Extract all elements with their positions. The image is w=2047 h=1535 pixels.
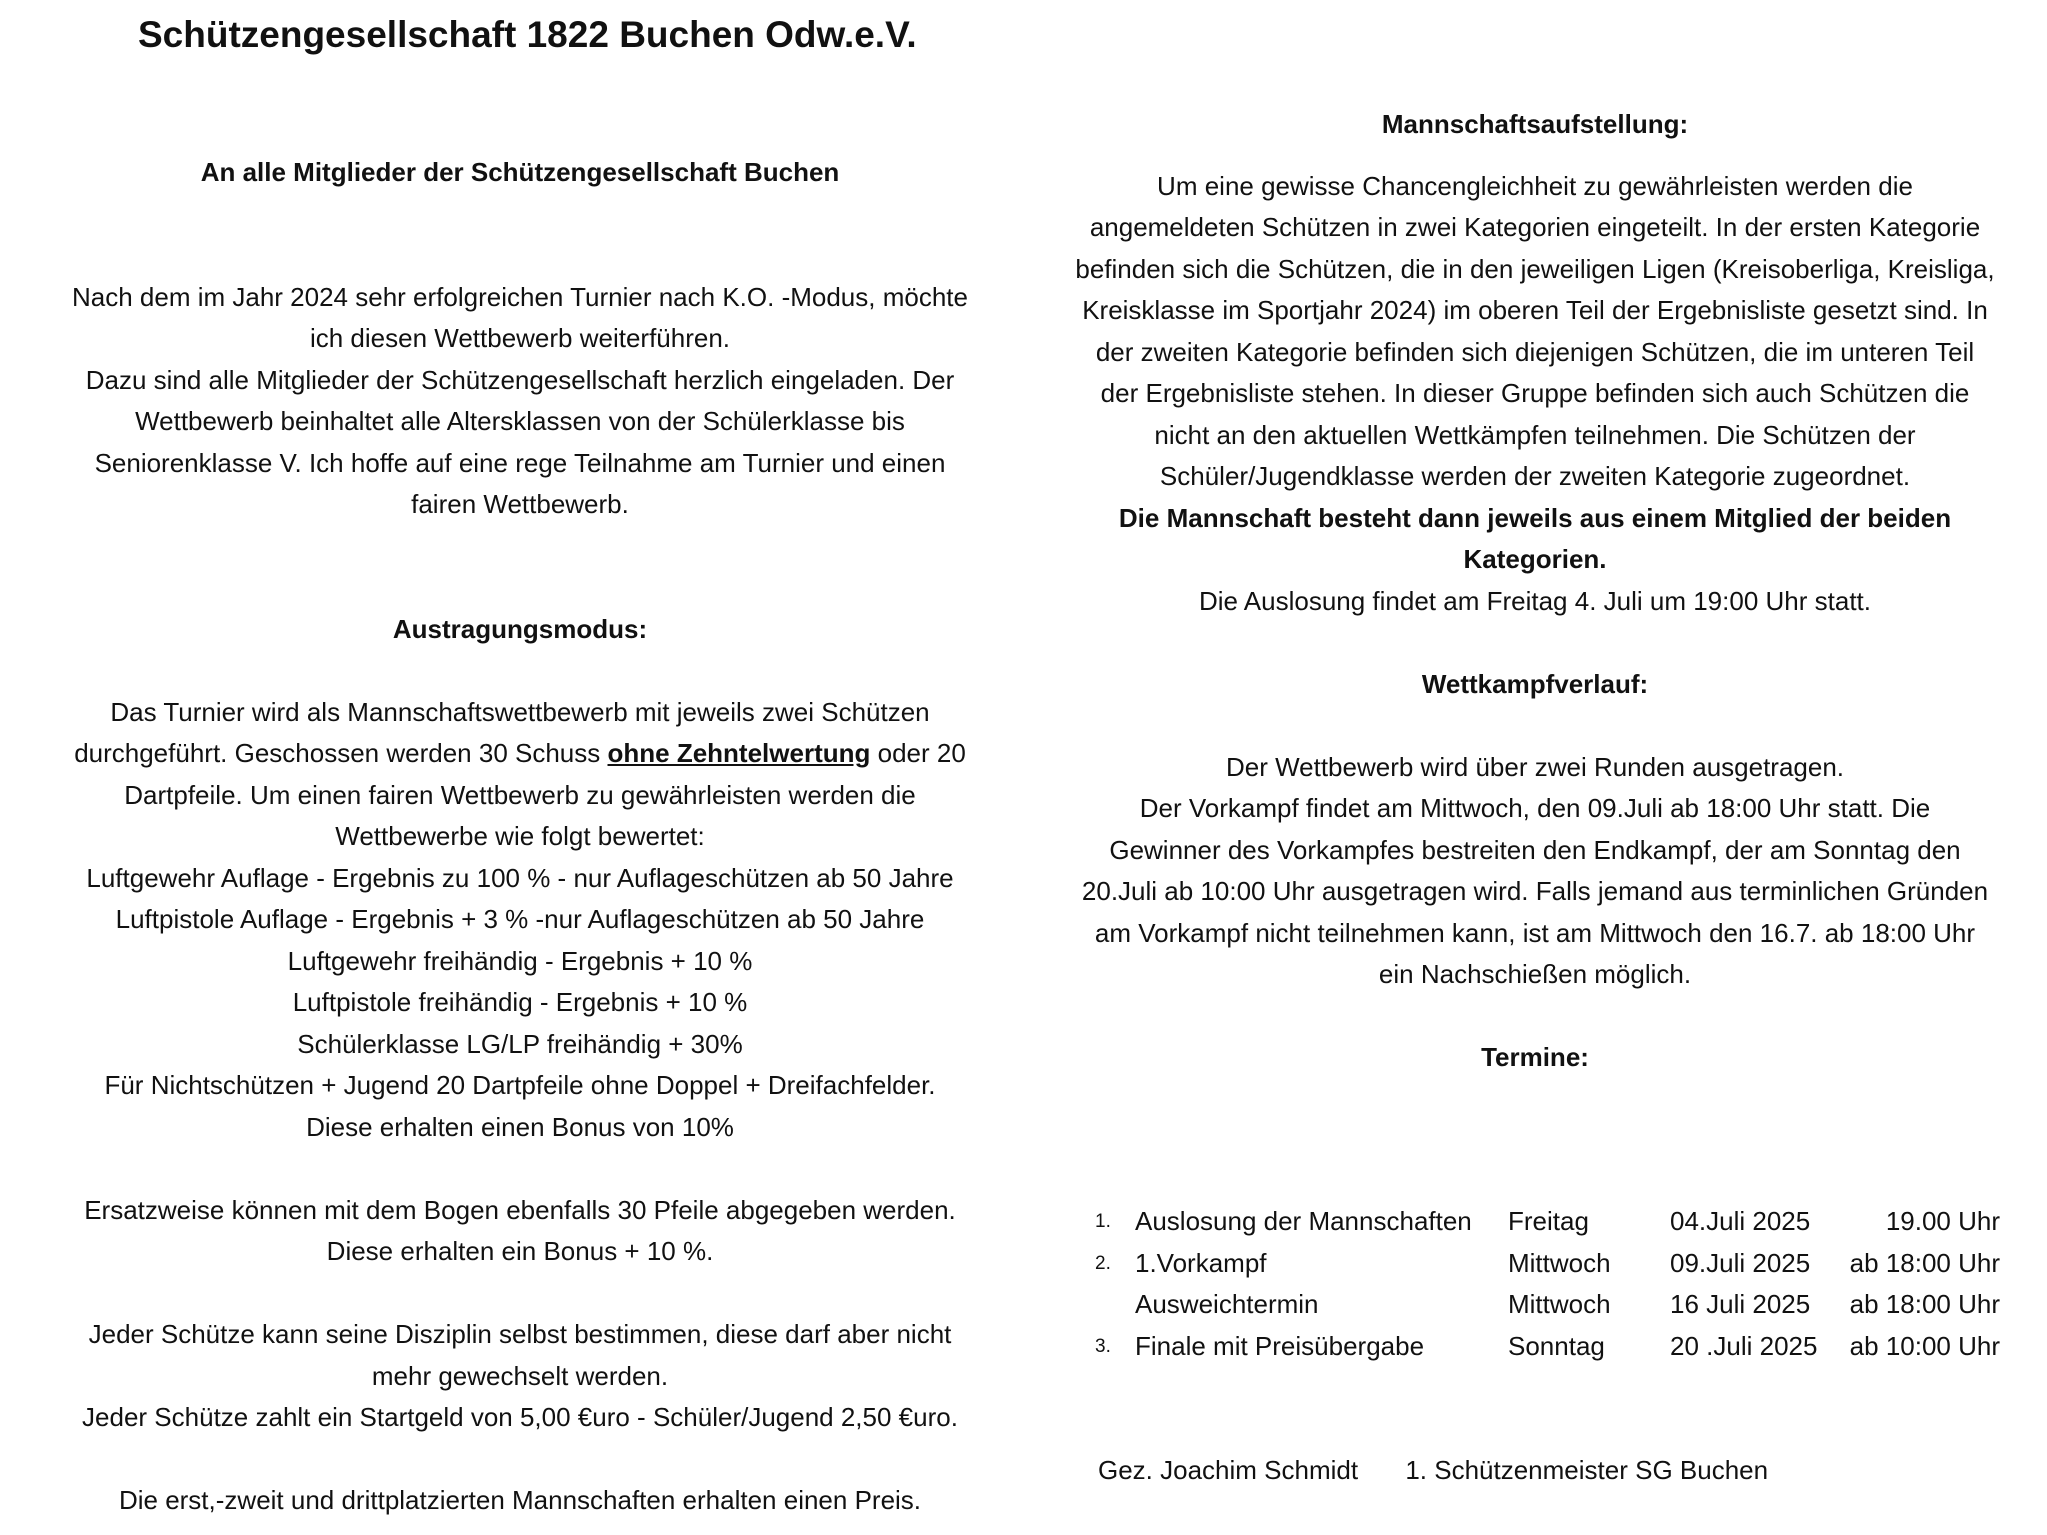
team-line: der Ergebnisliste stehen. In dieser Gruppe befinden sich auch Schützen die	[1100, 378, 1970, 408]
schedule-event: Finale mit Preisübergabe	[1135, 1330, 1425, 1361]
schedule-event: Auslosung der Mannschaften	[1135, 1206, 1472, 1236]
mode-line: Dartpfeile. Um einen fairen Wettbewerb zu gewährleisten werden die	[124, 779, 916, 810]
mode-heading: Austragungsmodus:	[392, 613, 648, 644]
schedule-date: 16 Juli 2025	[1670, 1289, 1811, 1319]
right-column	[1060, 104, 2010, 1079]
mode-line: Luftpistole freihändig - Ergebnis + 10 %	[292, 987, 748, 1017]
intro-line: Wettbewerb beinhaltet alle Altersklassen von der Schülerklasse bis	[135, 406, 905, 436]
team-line: nicht an den aktuellen Wettkämpfen teilnehmen. Die Schützen der	[1154, 419, 1916, 450]
mode-line: Luftpistole Auflage - Ergebnis + 3 % -nur Auflageschützen ab 50 Jahre	[115, 904, 925, 934]
intro-line: ich diesen Wettbewerb weiterführen.	[309, 323, 731, 353]
discipline-line: mehr gewechselt werden.	[371, 1360, 669, 1391]
schedule-time: 19.00 Uhr	[1885, 1206, 2000, 1236]
team-line: befinden sich die Schützen, die in den jeweiligen Ligen (Kreisoberliga, Kreisliga,	[1075, 253, 1995, 284]
schedule-date: 04.Juli 2025	[1670, 1206, 1811, 1236]
course-line: Der Wettbewerb wird über zwei Runden ausgetragen.	[1225, 751, 1845, 782]
course-line: am Vorkampf nicht teilnehmen kann, ist am Mittwoch den 16.7. ab 18:00 Uhr	[1094, 917, 1976, 948]
draw-line: Die Auslosung findet am Freitag 4. Juli um 19:00 Uhr statt.	[1198, 585, 1871, 616]
intro-line: Seniorenklasse V. Ich hoffe auf eine rege Teilnahme am Turnier und einen	[94, 447, 946, 478]
mode-line: Schülerklasse LG/LP freihändig + 30%	[297, 1028, 743, 1059]
mode-line-post: oder 20	[870, 738, 966, 768]
schedule-number: 2.	[1095, 1252, 1111, 1274]
schedule-event: Ausweichtermin	[1135, 1289, 1319, 1319]
schedule-time: ab 10:00 Uhr	[1849, 1330, 2000, 1361]
team-line: Um eine gewisse Chancengleichheit zu gewährleisten werden die	[1157, 170, 1913, 201]
signature-name: Gez. Joachim Schmidt	[1098, 1455, 1359, 1485]
mode-line: Wettbewerbe wie folgt bewertet:	[335, 821, 705, 851]
dates-heading: Termine:	[1481, 1042, 1589, 1072]
discipline-line: Jeder Schütze kann seine Disziplin selbst bestimmen, diese darf aber nicht	[88, 1319, 952, 1349]
mode-line-pre: durchgeführt. Geschossen werden 30 Schuss	[74, 738, 608, 768]
mode-line: Diese erhalten einen Bonus von 10%	[306, 1111, 734, 1142]
intro-line: fairen Wettbewerb.	[411, 489, 629, 519]
schedule-date: 09.Juli 2025	[1670, 1247, 1811, 1278]
schedule-event: 1.Vorkampf	[1135, 1247, 1267, 1278]
discipline-line: Jeder Schütze zahlt ein Startgeld von 5,00 €uro - Schüler/Jugend 2,50 €uro.	[82, 1402, 958, 1432]
course-heading: Wettkampfverlauf:	[1421, 668, 1649, 699]
team-bold-line: Die Mannschaft besteht dann jeweils aus einem Mitglied der beiden	[1118, 502, 1952, 533]
bow-line: Ersatzweise können mit dem Bogen ebenfalls 30 Pfeile abgegeben werden.	[84, 1194, 956, 1225]
mode-line	[55, 733, 985, 775]
signature-role: 1. Schützenmeister SG Buchen	[1405, 1455, 1769, 1485]
mode-line: Das Turnier wird als Mannschaftswettbewerb mit jeweils zwei Schützen	[110, 696, 930, 727]
team-bold-line: Kategorien.	[1463, 544, 1607, 574]
schedule-day: Freitag	[1508, 1206, 1589, 1236]
team-line: der zweiten Kategorie befinden sich diejenigen Schützen, die im unteren Teil	[1095, 336, 1975, 367]
team-line: Kreisklasse im Sportjahr 2024) im oberen Teil der Ergebnisliste gesetzt sind. In	[1082, 295, 1988, 325]
prize-line: Die erst,-zweit und drittplatzierten Mannschaften erhalten einen Preis.	[118, 1485, 922, 1515]
schedule-day: Sonntag	[1508, 1330, 1605, 1361]
schedule-time: ab 18:00 Uhr	[1849, 1289, 2000, 1319]
intro-line: Dazu sind alle Mitglieder der Schützengesellschaft herzlich eingeladen. Der	[85, 364, 955, 395]
left-column	[55, 152, 985, 1522]
page-title: Schützengesellschaft 1822 Buchen Odw.e.V.	[138, 14, 917, 55]
intro-line: Nach dem im Jahr 2024 sehr erfolgreichen Turnier nach K.O. -Modus, möchte	[72, 281, 968, 312]
course-line: 20.Juli ab 10:00 Uhr ausgetragen wird. Falls jemand aus terminlichen Gründen	[1081, 876, 1989, 906]
mode-line: Luftgewehr freihändig - Ergebnis + 10 %	[287, 945, 753, 976]
mode-line-emphasis: ohne Zehntelwertung	[607, 738, 871, 768]
greeting-heading: An alle Mitglieder der Schützengesellschaft Buchen	[200, 157, 840, 187]
course-line: Der Vorkampf findet am Mittwoch, den 09.Juli ab 18:00 Uhr statt. Die	[1139, 793, 1931, 823]
bow-line: Diese erhalten ein Bonus + 10 %.	[326, 1236, 714, 1266]
schedule-number: 3.	[1095, 1335, 1111, 1357]
team-line: angemeldeten Schützen in zwei Kategorien eingeteilt. In der ersten Kategorie	[1089, 212, 1981, 242]
signature	[1098, 1455, 1768, 1486]
team-line: Schüler/Jugendklasse werden der zweiten Kategorie zugeordnet.	[1159, 461, 1911, 491]
course-line: ein Nachschießen möglich.	[1378, 959, 1692, 989]
schedule-time: ab 18:00 Uhr	[1849, 1247, 2000, 1278]
mode-line: Für Nichtschützen + Jugend 20 Dartpfeile ohne Doppel + Dreifachfelder.	[104, 1070, 936, 1100]
schedule-day: Mittwoch	[1508, 1247, 1611, 1278]
course-line: Gewinner des Vorkampfes bestreiten den Endkampf, der am Sonntag den	[1109, 834, 1961, 865]
schedule-day: Mittwoch	[1508, 1289, 1611, 1319]
team-heading: Mannschaftsaufstellung:	[1381, 109, 1689, 139]
schedule-number: 1.	[1095, 1211, 1111, 1232]
schedule-date: 20 .Juli 2025	[1670, 1330, 1818, 1361]
mode-line: Luftgewehr Auflage - Ergebnis zu 100 % - nur Auflageschützen ab 50 Jahre	[86, 862, 954, 893]
